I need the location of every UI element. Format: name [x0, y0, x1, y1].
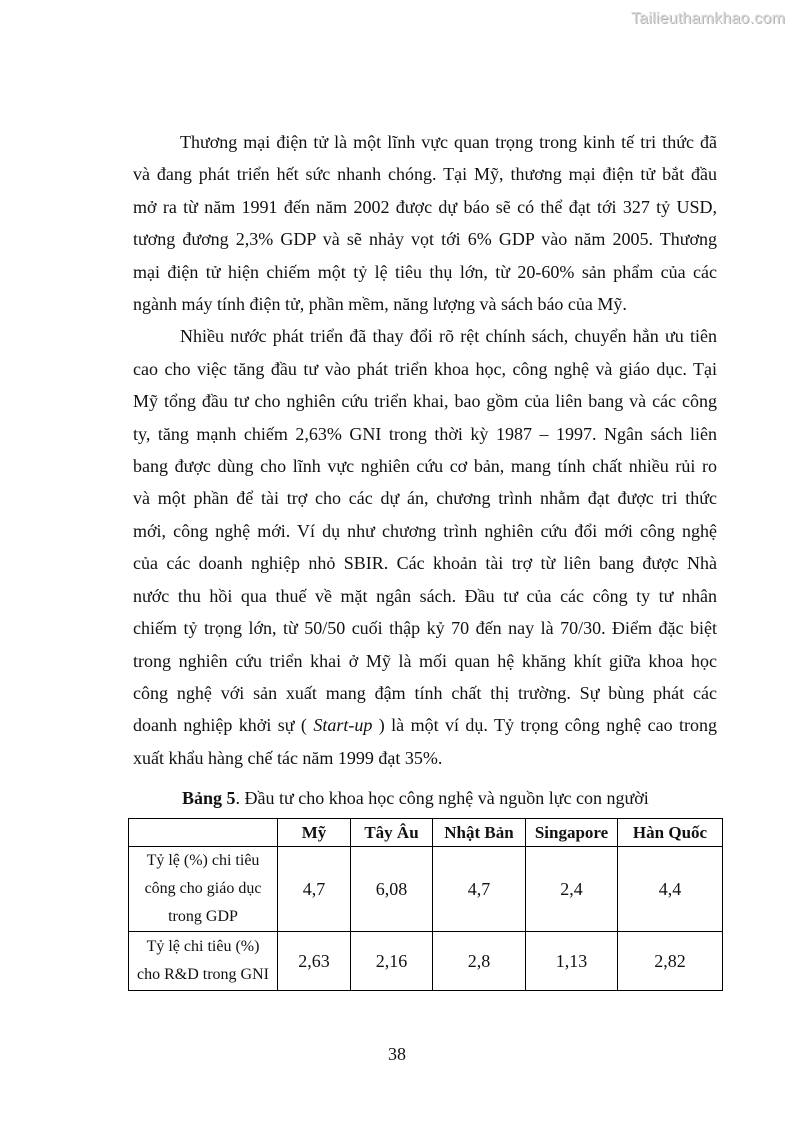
text-line: trong nghiên cứu triển khai ở Mỹ là mối quan hệ khăng khít giữa khoa học	[133, 650, 717, 671]
table-row	[129, 932, 723, 991]
value-cell: 2,16	[351, 932, 433, 991]
text-line: cao cho việc tăng đầu tư vào phát triển khoa học, công nghệ và giáo dục. Tại	[133, 358, 717, 379]
table-header-empty-cell	[129, 819, 278, 847]
data-table	[128, 818, 723, 991]
table-body	[129, 847, 723, 991]
row-label-line: trong GDP	[168, 908, 238, 926]
text-line: ty, tăng mạnh chiếm 2,63% GNI trong thời kỳ 1987 – 1997. Ngân sách liên	[133, 423, 717, 444]
table-caption-label: Bảng 5	[182, 788, 236, 809]
value-cell: 6,08	[351, 847, 433, 932]
text-line	[133, 709, 717, 741]
text-line: chiếm tỷ trọng lớn, từ 50/50 cuối thập kỷ 70 đến nay là 70/30. Điểm đặc biệt	[133, 618, 717, 639]
table-caption-text: . Đầu tư cho khoa học công nghệ và nguồn lực con người	[235, 788, 649, 809]
table-header-cell: Nhật Bản	[433, 819, 526, 847]
text-line: công nghệ với sản xuất mang đậm tính chất thị trường. Sự bùng phát các	[133, 682, 717, 703]
paragraphs	[133, 126, 717, 774]
text-line: và một phần để tài trợ cho các dự án, chương trình nhằm đạt được tri thức	[133, 488, 717, 509]
row-label-line: công cho giáo dục	[144, 880, 262, 898]
row-label-line: Tỷ lệ (%) chi tiêu	[146, 852, 260, 870]
row-label-cell	[129, 932, 278, 991]
value-cell: 2,8	[433, 932, 526, 991]
text-line: tương đương 2,3% GDP và sẽ nhảy vọt tới 6% GDP vào năm 2005. Thương	[133, 229, 717, 250]
text-line: xuất khẩu hàng chế tác năm 1999 đạt 35%.	[133, 747, 443, 768]
value-cell: 2,4	[526, 847, 618, 932]
row-label-line: cho R&D trong GNI	[137, 966, 269, 984]
value-cell: 4,7	[278, 847, 351, 932]
table-header-cell: Tây Âu	[351, 819, 433, 847]
value-cell: 2,63	[278, 932, 351, 991]
text-line: Nhiều nước phát triển đã thay đổi rõ rệt chính sách, chuyển hẳn ưu tiên	[180, 326, 717, 347]
text-line: mở ra từ năm 1991 đến năm 2002 được dự báo sẽ có thể đạt tới 327 tỷ USD,	[133, 196, 717, 217]
value-cell: 4,7	[433, 847, 526, 932]
row-label-line: Tỷ lệ chi tiêu (%)	[146, 938, 260, 956]
text-segment: doanh nghiệp khởi sự (	[133, 715, 314, 736]
value-cell: 2,82	[618, 932, 723, 991]
text-line: bang được dùng cho lĩnh vực nghiên cứu cơ bản, mang tính chất nhiều rủi ro	[133, 456, 717, 477]
text-line: mới, công nghệ mới. Ví dụ như chương trình nghiên cứu đổi mới công nghệ	[133, 520, 717, 541]
value-cell: 4,4	[618, 847, 723, 932]
body-content	[133, 126, 717, 991]
paragraph	[133, 320, 717, 774]
value-cell: 1,13	[526, 932, 618, 991]
table-header-row	[129, 819, 723, 847]
page-number: 38	[388, 1044, 406, 1064]
text-line: mại điện tử hiện chiếm một tỷ lệ tiêu thụ lớn, từ 20-60% sản phẩm của các	[133, 261, 717, 282]
text-line: của các doanh nghiệp nhỏ SBIR. Các khoản tài trợ từ liên bang được Nhà	[133, 553, 717, 574]
table-caption	[133, 782, 717, 814]
italic-text: Start-up	[313, 715, 373, 736]
row-label-cell	[129, 847, 278, 932]
text-segment: ) là một ví dụ. Tỷ trọng công nghệ cao trong	[372, 715, 717, 736]
text-line: ngành máy tính điện tử, phần mềm, năng lượng và sách báo của Mỹ.	[133, 294, 627, 315]
table-header-cell: Mỹ	[278, 819, 351, 847]
text-line: nước thu hồi qua thuế về mặt ngân sách. Đầu tư của các công ty tư nhân	[133, 585, 717, 606]
watermark: Tailieuthamkhao.com	[630, 10, 785, 27]
text-line: Mỹ tổng đầu tư cho nghiên cứu triển khai, bao gồm của liên bang và các công	[133, 391, 717, 412]
text-line: và đang phát triển hết sức nhanh chóng. Tại Mỹ, thương mại điện tử bắt đầu	[133, 164, 717, 185]
text-line: Thương mại điện tử là một lĩnh vực quan trọng trong kinh tế tri thức đã	[180, 132, 717, 152]
table-header-cell: Singapore	[526, 819, 618, 847]
paragraph	[133, 126, 717, 320]
table-row	[129, 847, 723, 932]
table-header-cell: Hàn Quốc	[618, 819, 723, 847]
